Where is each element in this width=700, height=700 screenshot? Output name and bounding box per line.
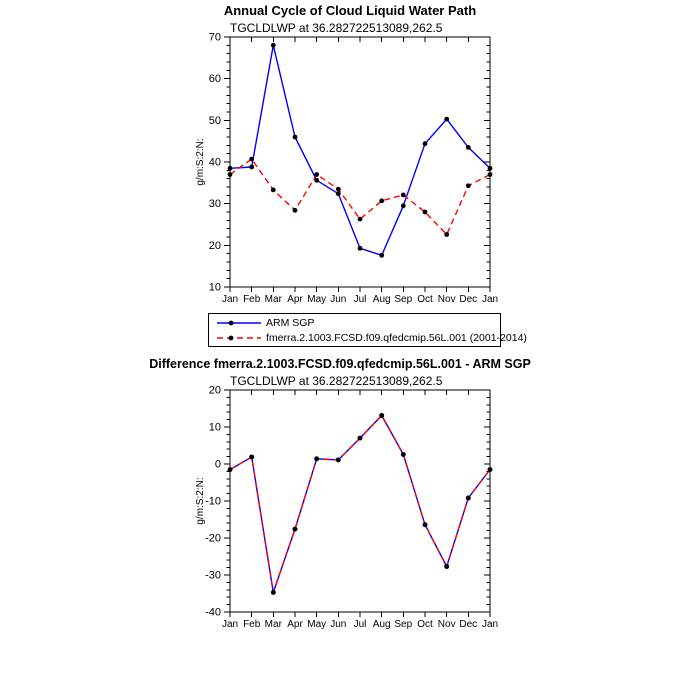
svg-text:50: 50 [208, 114, 221, 127]
svg-text:Jan: Jan [481, 294, 499, 305]
svg-text:Jan: Jan [221, 294, 239, 305]
legend-box [208, 313, 527, 347]
svg-text:-10: -10 [205, 495, 221, 508]
svg-text:30: 30 [208, 198, 221, 211]
difference-subtitle: TGCLDLWP at 36.282722513089,262.5 [230, 374, 443, 388]
svg-text:Jun: Jun [330, 619, 347, 630]
svg-text:Feb: Feb [243, 294, 261, 305]
svg-text:Jan: Jan [221, 619, 239, 630]
svg-text:Aug: Aug [372, 619, 391, 630]
svg-text:Nov: Nov [437, 294, 456, 305]
svg-text:20: 20 [208, 239, 221, 252]
svg-text:Mar: Mar [264, 294, 282, 305]
svg-text:g/m:S:2:N:: g/m:S:2:N: [195, 138, 206, 186]
legend-swatch-solid-line [215, 317, 263, 329]
svg-text:40: 40 [208, 156, 221, 169]
svg-text:-20: -20 [205, 532, 221, 545]
svg-text:-40: -40 [205, 606, 221, 619]
legend-label-model: fmerra.2.1003.FCSD.f09.qfedcmip.56L.001 (2001-2014) [266, 331, 527, 344]
svg-text:70: 70 [208, 31, 221, 44]
svg-text:May: May [307, 619, 327, 630]
svg-text:May: May [307, 294, 327, 305]
svg-text:Jul: Jul [353, 619, 367, 630]
svg-text:20: 20 [208, 384, 221, 397]
svg-text:0: 0 [214, 458, 221, 471]
svg-text:g/m:S:2:N:: g/m:S:2:N: [195, 477, 206, 525]
svg-text:Jul: Jul [353, 294, 367, 305]
svg-text:10: 10 [208, 421, 221, 434]
svg-text:Nov: Nov [437, 619, 456, 630]
svg-text:Jan: Jan [481, 619, 499, 630]
svg-text:Dec: Dec [459, 619, 478, 630]
svg-text:Sep: Sep [394, 294, 413, 305]
svg-text:60: 60 [208, 73, 221, 86]
legend-item-arm-sgp [215, 315, 500, 330]
svg-text:Sep: Sep [394, 619, 413, 630]
svg-text:Feb: Feb [243, 619, 261, 630]
legend-label-arm-sgp: ARM SGP [266, 316, 315, 329]
annual-cycle-title: Annual Cycle of Cloud Liquid Water Path [223, 3, 477, 18]
legend-swatch-dashed-line [215, 332, 263, 344]
svg-text:Dec: Dec [459, 294, 478, 305]
legend-item-model [215, 330, 527, 345]
annual-cycle-subtitle: TGCLDLWP at 36.282722513089,262.5 [230, 21, 443, 35]
svg-text:Oct: Oct [417, 294, 433, 305]
svg-text:Apr: Apr [287, 294, 303, 305]
svg-text:-30: -30 [205, 569, 221, 582]
svg-text:10: 10 [208, 281, 221, 294]
svg-text:Oct: Oct [417, 619, 433, 630]
difference-title: Difference fmerra.2.1003.FCSD.f09.qfedcmip.56L.001 - ARM SGP [149, 357, 531, 371]
svg-text:Aug: Aug [372, 294, 391, 305]
svg-text:Jun: Jun [330, 294, 347, 305]
svg-text:Apr: Apr [287, 619, 303, 630]
svg-text:Mar: Mar [264, 619, 282, 630]
